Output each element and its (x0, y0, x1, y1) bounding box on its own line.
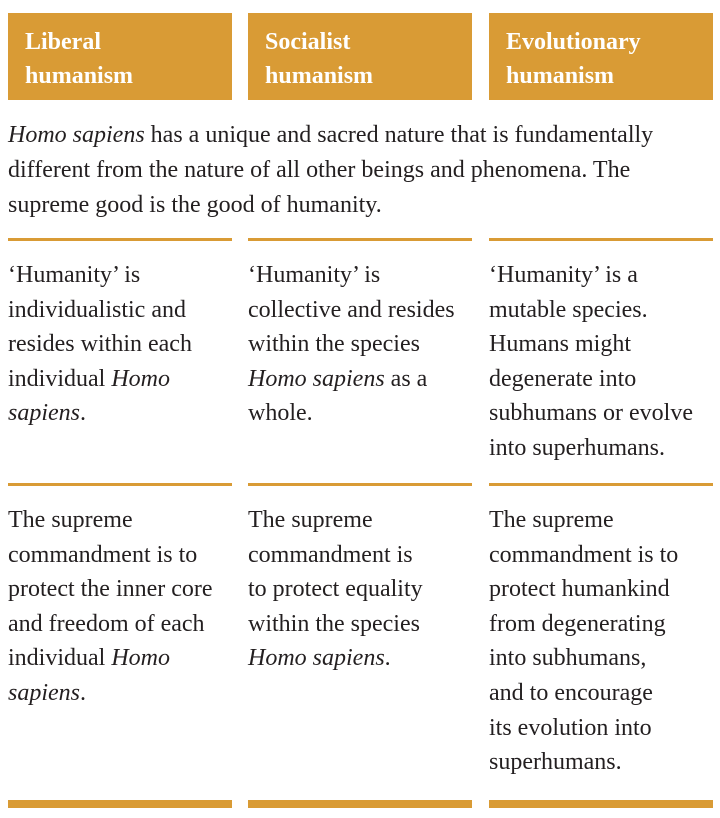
text: commandment is to (8, 541, 198, 568)
text-line (489, 572, 715, 607)
divider (489, 483, 713, 486)
text: protect humankind (489, 576, 670, 603)
text: individualistic and (8, 296, 186, 323)
text-line (489, 711, 715, 746)
text: The supreme (489, 507, 614, 533)
divider (8, 483, 232, 486)
text-line (248, 503, 474, 538)
text: into subhumans, (489, 645, 647, 672)
header-text: Socialist (265, 29, 351, 55)
cell-evolutionary-commandment (489, 503, 715, 780)
header-socialist-humanism (248, 13, 472, 100)
text-line (8, 572, 234, 607)
text: mutable species. (489, 296, 648, 323)
divider (8, 238, 232, 241)
divider (489, 238, 713, 241)
text: has a unique and sacred nature that is fundamentally (144, 122, 654, 148)
italic-text: Homo (111, 645, 170, 672)
italic-text: sapiens (8, 679, 80, 706)
text: Humans might (489, 331, 631, 358)
bottom-bar (8, 800, 232, 808)
bottom-bar (248, 800, 472, 808)
header-text: Evolutionary (506, 29, 641, 55)
text-line (8, 153, 713, 188)
text-line (8, 258, 234, 293)
text-line (8, 503, 234, 538)
shared-intro-text (8, 118, 713, 223)
header-text: humanism (506, 63, 615, 89)
text-line (248, 572, 474, 607)
text-line (248, 607, 474, 642)
text: subhumans or evolve (489, 400, 693, 427)
text-line (489, 745, 715, 780)
text-line (248, 641, 474, 676)
text: commandment is (248, 541, 413, 568)
bottom-bar (489, 800, 713, 808)
text: and freedom of each (8, 610, 205, 637)
header-text: humanism (265, 63, 374, 89)
italic-text: Homo (111, 365, 170, 392)
text: supreme good is the good of humanity. (8, 192, 382, 218)
text-line (8, 362, 234, 397)
text-line (489, 676, 715, 711)
text-line (248, 293, 474, 328)
text: from degenerating (489, 610, 666, 637)
text-line (8, 293, 234, 328)
text: ‘Humanity’ is (248, 262, 381, 288)
text-line (489, 396, 715, 431)
cell-liberal-commandment (8, 503, 234, 711)
text: . (80, 679, 86, 706)
text: . (80, 400, 86, 427)
text-line (489, 293, 715, 328)
text: ‘Humanity’ is (8, 262, 141, 288)
text: to protect equality (248, 576, 423, 603)
text-line (8, 538, 234, 573)
text: resides within each (8, 331, 192, 358)
divider (248, 483, 472, 486)
divider (248, 238, 472, 241)
cell-evolutionary-humanity (489, 258, 715, 466)
text-line (489, 607, 715, 642)
text-line (8, 396, 234, 431)
text: commandment is to (489, 541, 679, 568)
text-line (8, 607, 234, 642)
text: The supreme (248, 507, 373, 533)
text: individual (8, 645, 112, 672)
italic-text: Homo sapiens (248, 645, 385, 672)
text: collective and resides (248, 296, 455, 323)
text-line (8, 641, 234, 676)
header-text: humanism (25, 63, 134, 89)
italic-text: sapiens (8, 400, 80, 427)
text: degenerate into (489, 365, 637, 392)
italic-text: Homo sapiens (8, 122, 145, 148)
italic-text: Homo sapiens (248, 365, 385, 392)
text-line (248, 327, 474, 362)
text-line (489, 327, 715, 362)
header-text: Liberal (25, 29, 101, 55)
text-line (8, 188, 713, 223)
text: The supreme (8, 507, 133, 533)
cell-socialist-humanity (248, 258, 474, 431)
text: ‘Humanity’ is a (489, 262, 638, 288)
cell-liberal-humanity (8, 258, 234, 431)
text: different from the nature of all other beings and phenomena. The (8, 157, 631, 183)
text-line (489, 431, 715, 466)
text: and to encourage (489, 679, 653, 706)
text: superhumans. (489, 749, 622, 776)
header-liberal-humanism (8, 13, 232, 100)
text: whole. (248, 400, 313, 427)
text-line (489, 258, 715, 293)
text: as a (384, 365, 428, 392)
header-evolutionary-humanism (489, 13, 713, 100)
text: within the species (248, 331, 420, 358)
text-line (248, 396, 474, 431)
text-line (8, 327, 234, 362)
text: its evolution into (489, 714, 652, 741)
text-line (489, 641, 715, 676)
text: . (384, 645, 391, 672)
text-line (489, 503, 715, 538)
text-line (489, 362, 715, 397)
text-line (8, 118, 713, 153)
text-line (248, 362, 474, 397)
text: protect the inner core (8, 576, 213, 603)
text-line (248, 258, 474, 293)
text: into superhumans. (489, 434, 665, 461)
cell-socialist-commandment (248, 503, 474, 676)
text-line (489, 538, 715, 573)
text: individual (8, 365, 112, 392)
text: within the species (248, 610, 420, 637)
text-line (8, 676, 234, 711)
text-line (248, 538, 474, 573)
